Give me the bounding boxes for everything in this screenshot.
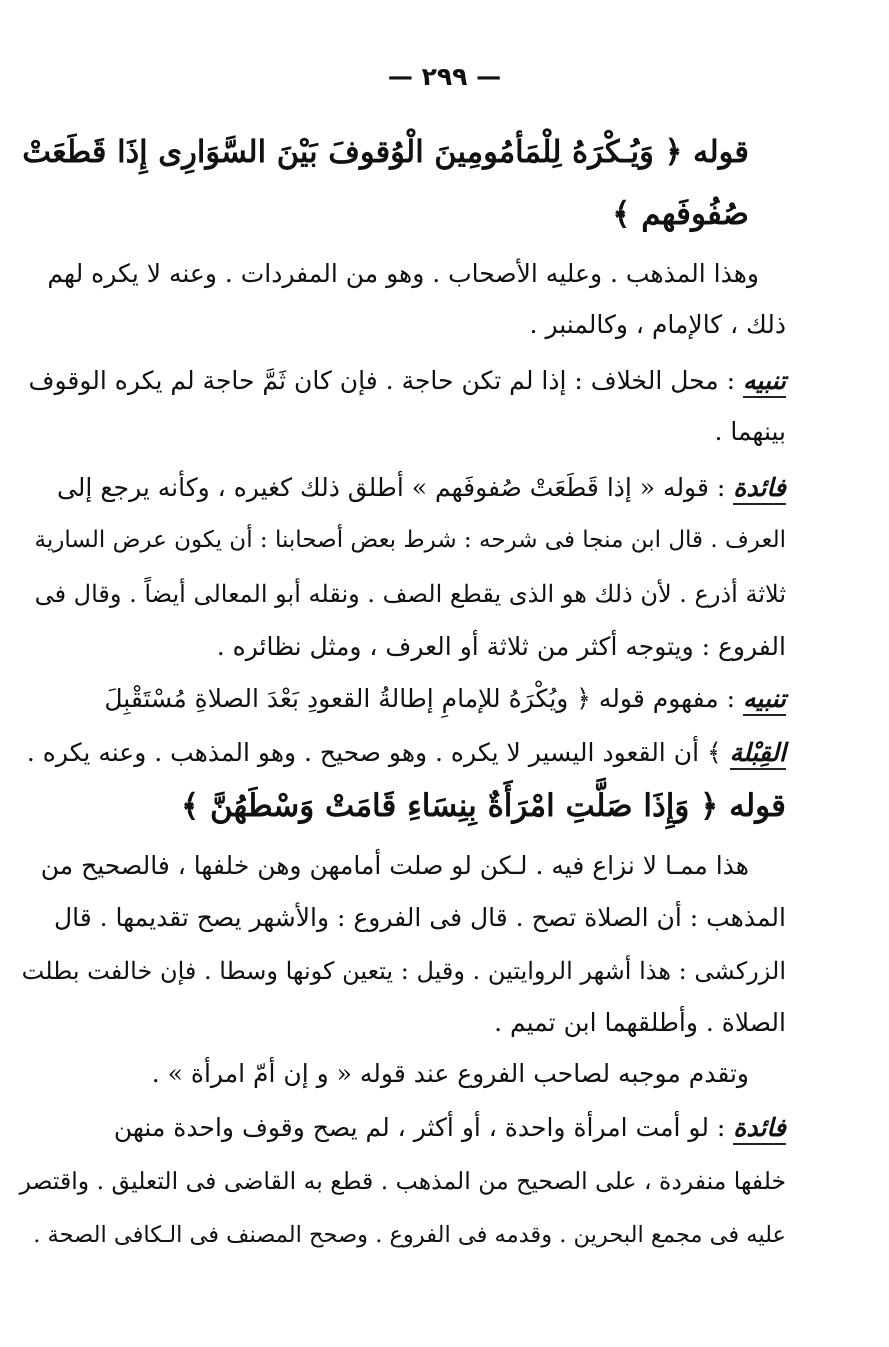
note-label: فائدة: [733, 1113, 786, 1145]
note-label: تنبيه: [743, 684, 786, 716]
text-line: [29, 363, 786, 399]
text-line: [104, 681, 786, 717]
heading-line: قوله ﴿ وَيُـكْرَهُ لِلْمَأمُومِينَ الْوُقوفَ بَيْنَ السَّوَارِى إِذَا قَطَعَتْ: [22, 134, 749, 170]
heading-line: صُفُوفَهم ﴾: [612, 196, 749, 232]
text-line: وتقدم موجبه لصاحب الفروع عند قوله « و إن أمّ امرأة » .: [151, 1059, 749, 1088]
note-text: : محل الخلاف : إذا لم تكن حاجة . فإن كان ثَمَّ حاجة لم يكره الوقوف: [28, 366, 743, 395]
text-line: [114, 1110, 786, 1146]
text-line: المذهب : أن الصلاة تصح . قال فى الفروع : والأشهر يصح تقديمها . قال: [53, 903, 786, 932]
note-label: فائدة: [733, 473, 786, 505]
text-line: هذا ممـا لا نزاع فيه . لـكن لو صلت أمامهن وهن خلفها ، فالصحيح من: [40, 851, 749, 880]
heading-line: قوله ﴿ وَإِذَا صَلَّتِ امْرَأَةٌ بِنِسَاءِ قَامَتْ وَسْطَهُنَّ ﴾: [181, 788, 786, 824]
text-line: العرف . قال ابن منجا فى شرحه : شرط بعض أصحابنا : أن يكون عرض السارية: [34, 527, 786, 553]
note-label: تنبيه: [743, 366, 786, 398]
text-line: خلفها منفردة ، على الصحيح من المذهب . قطع به القاضى فى التعليق . واقتصر: [19, 1167, 786, 1195]
text-line: الفروع : ويتوجه أكثر من ثلاثة أو العرف ، ومثل نظائره .: [216, 632, 786, 661]
text-line: [57, 470, 786, 506]
text-line: وهذا المذهب . وعليه الأصحاب . وهو من المفردات . وعنه لا يكره لهم: [47, 259, 759, 288]
text-line: عليه فى مجمع البحرين . وقدمه فى الفروع . وصحح المصنف فى الـكافى الصحة .: [33, 1222, 786, 1248]
note-text: ﴾ أن القعود اليسير لا يكره . وهو صحيح . وهو المذهب . وعنه يكره .: [26, 738, 730, 767]
note-text: : لو أمت امرأة واحدة ، أو أكثر ، لم يصح وقوف واحدة منهن: [113, 1113, 734, 1142]
text-line: ثلاثة أذرع . لأن ذلك هو الذى يقطع الصف . ونقله أبو المعالى أيضاً . وقال فى: [34, 580, 786, 608]
note-text: : قوله « إذا قَطَعَتْ صُفوفَهم » أطلق ذلك كغيره ، وكأنه يرجع إلى: [56, 473, 734, 502]
text-line: الصلاة . وأطلقهما ابن تميم .: [494, 1008, 786, 1037]
text-line: الزركشى : هذا أشهر الروايتين . وقيل : يتعين كونها وسطا . فإن خالفت بطلت: [21, 957, 786, 985]
note-label: القِبْلة: [730, 738, 786, 770]
note-text: : مفهوم قوله ﴿ ويُكْرَهُ للإمامِ إطالةُ القعودِ بَعْدَ الصلاةِ مُسْتَقْبِلَ: [104, 684, 743, 713]
page-number: — ٢٩٩ —: [387, 62, 502, 91]
text-line: [27, 735, 786, 771]
text-line: بينهما .: [714, 417, 786, 446]
text-line: ذلك ، كالإمام ، وكالمنبر .: [529, 310, 786, 339]
